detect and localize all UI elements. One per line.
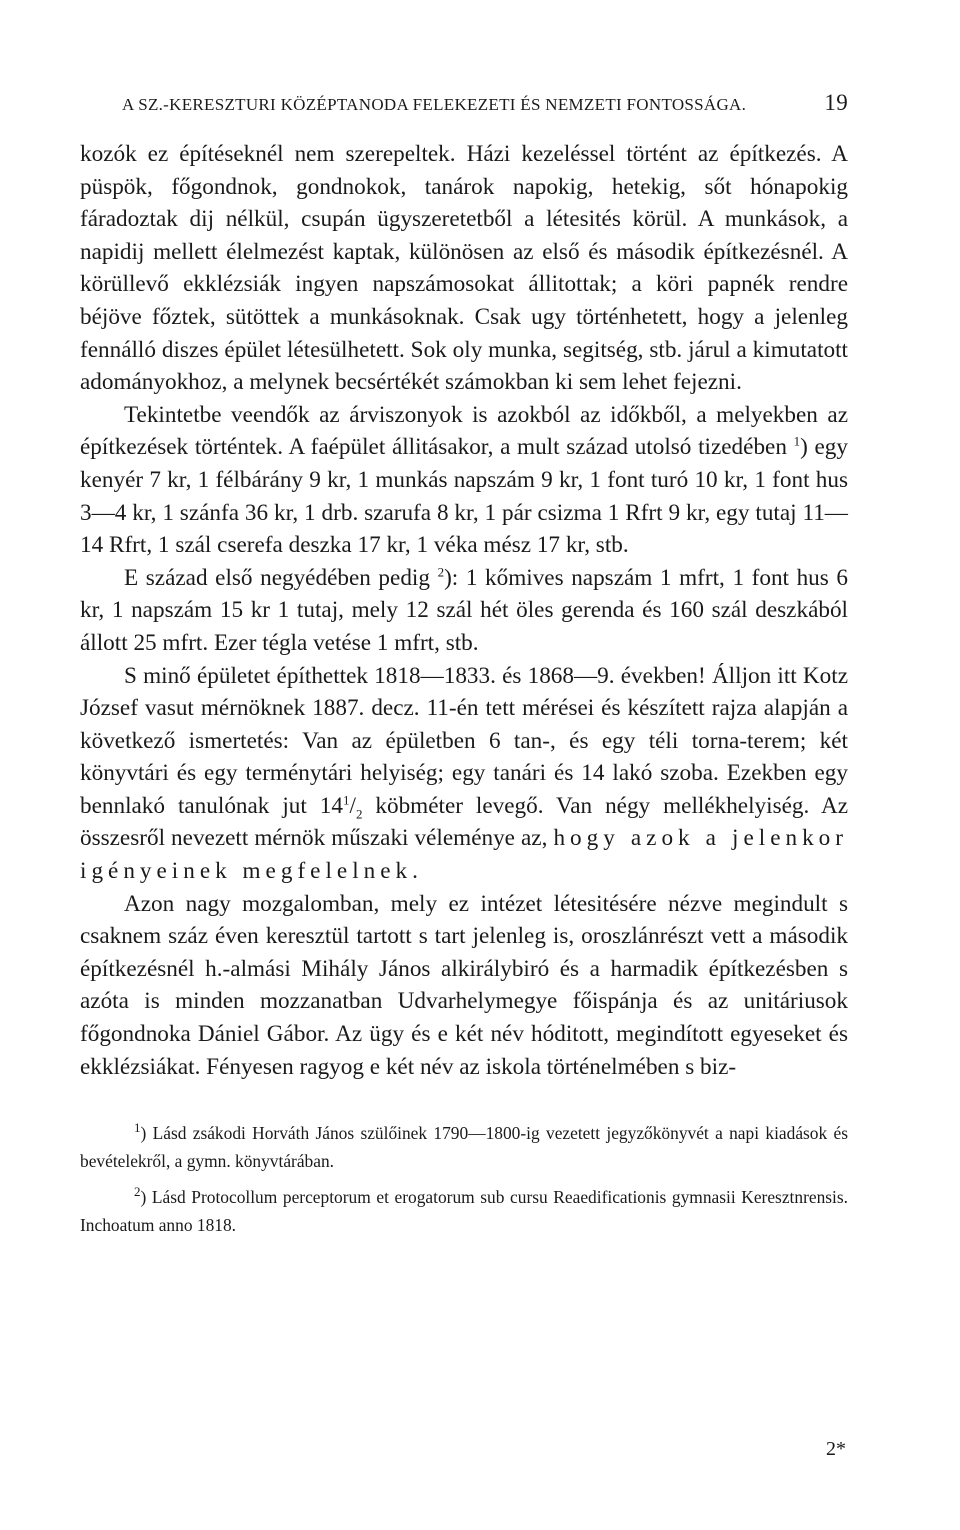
- paragraph-4-text-a: S minő épületet építhettek 1818—1833. és 1868—9. években! Álljon itt Kotz József vasut mérnöknek 1887. decz. 11-én tett mérései és készített rajza alapján a következő ismertetés: Van az épületben 6 tan-, és egy téli torna-terem; két könyvtári és egy terménytári helyiség; egy tanári és 14 lakó szoba. Ezekben egy bennlakó tanulónak jut 14: [80, 662, 848, 819]
- running-head-title: A SZ.-KERESZTURI KÖZÉPTANODA FELEKEZETI ÉS NEMZETI FONTOSSÁGA.: [122, 95, 747, 114]
- fraction-numerator: 1: [342, 792, 350, 808]
- footnote-ref-2: 2: [437, 563, 445, 579]
- page-content: [80, 90, 848, 1247]
- footnotes: [80, 1119, 848, 1239]
- paragraph-2-text-a: Tekintetbe veendők az árviszonyok is azokból az időkből, a melyekben az építkezések történtek. A faépület állitásakor, a mult század utolsó tizedében: [80, 401, 848, 461]
- footnote-1-text: ) Lásd zsákodi Horváth János szülőinek 1790—1800-ig vezetett jegyzőkönyvét a napi kiadások és bevételekről, a gymn. könyvtárában.: [80, 1123, 848, 1172]
- fraction-denominator: 2: [355, 806, 363, 822]
- footnote-2-marker: 2: [134, 1184, 141, 1200]
- paragraph-2-text-b: ) egy kenyér 7 kr, 1 félbárány 9 kr, 1 munkás napszám 9 kr, 1 font turó 10 kr, 1 font hus 3—4 kr, 1 szánfa 36 kr, 1 drb. szarufa 8 kr, 1 pár csizma 1 Rfrt 9 kr, egy tutaj 11—14 Rfrt, 1 szál cserefa deszka 17 kr, 1 véka mész 17 kr, stb.: [80, 434, 848, 559]
- paragraph-5: Azon nagy mozgalomban, mely ez intézet létesitésére nézve megindult s csaknem száz éven keresztül tartott s tart jelenleg is, oroszlánrészt vett a második építkezésnél h.-almási Mihály János alkirálybiró és a harmadik építkezésben s azóta is minden mozzanatban Udvarhelymegye főispánja és az unitáriusok főgondnoka Dániel Gábor. Az ügy és e két név hóditott, megindított egyeseket és ekklézsiákat. Fényesen ragyog e két név az iskola történelmében s biz-: [80, 890, 848, 1080]
- footnote-2-text: ) Lásd Protocollum perceptorum et erogatorum sub cursu Reaedificationis gymnasii Keresztnrensis. Inchoatum anno 1818.: [80, 1187, 848, 1236]
- footnote-2: [80, 1183, 848, 1239]
- paragraph-3-text-b: ): 1 kőmives napszám 1 mfrt, 1 font hus 6 kr, 1 napszám 15 kr 1 tutaj, mely 12 szál hét öles gerenda és 160 szál deszkából állott 25 mfrt. Ezer tégla vetése 1 mfrt, stb.: [80, 564, 848, 656]
- footnote-1-marker: 1: [134, 1120, 141, 1136]
- signature-mark: 2*: [826, 1438, 846, 1460]
- body-text: [80, 138, 848, 1083]
- footnote-ref-1: 1: [793, 433, 801, 449]
- paragraph-3: [80, 562, 848, 660]
- paragraph-3-text-a: E század első negyédében pedig: [124, 564, 430, 591]
- page-number: 19: [824, 90, 848, 115]
- footnote-1: [80, 1119, 848, 1175]
- paragraph-2: [80, 399, 848, 562]
- paragraph-4-emphasis: hogy azok a jelenkor igényeinek megfelelnek.: [80, 825, 848, 885]
- running-head: [80, 90, 848, 116]
- paragraph-1: kozók ez építéseknél nem szerepeltek. Házi kezeléssel történt az építkezés. A püspök, főgondnok, gondnokok, tanárok napokig, hetekig, sőt hónapokig fáradoztak dij nélkül, csupán ügyszeretetből a létesités körül. A munkások, a napidij mellett élelmezést kaptak, különösen az első és második építkezésnél. A körüllevő ekklézsiák ingyen napszámosokat állitottak; a köri papnék rendre béjöve főztek, sütöttek a munkásoknak. Csak ugy történhetett, hogy a jelenleg fennálló diszes épület létesülhetett. Sok oly munka, segitség, stb. járul a kimutatott adományokhoz, a melynek becsértékét számokban ki sem lehet fejezni.: [80, 141, 848, 396]
- paragraph-4-text-b: köbméter levegő. Van négy mellékhelyiség. Az összesről nevezett mérnök műszaki véleménye az,: [80, 792, 848, 852]
- paragraph-4: S minő épületet építhettek 1818—1833. és 1868—9. években! Álljon itt Kotz József vasut mérnöknek 1887. decz. 11-én tett mérései és készített rajza alapján a következő ismertetés: Van az épületben 6 tan-, és egy téli torna-terem; két könyvtári és egy terménytári helyiség; egy tanári és 14 lakó szoba. Ezekben egy bennlakó tanulónak jut $14^1/_2$ köbméter levegő. Van négy mellékhelyiség. Az összesről nevezett mérnök műszaki véleménye az, hogy azok a jelenkor igényeinek megfelelnek.: [80, 662, 848, 885]
